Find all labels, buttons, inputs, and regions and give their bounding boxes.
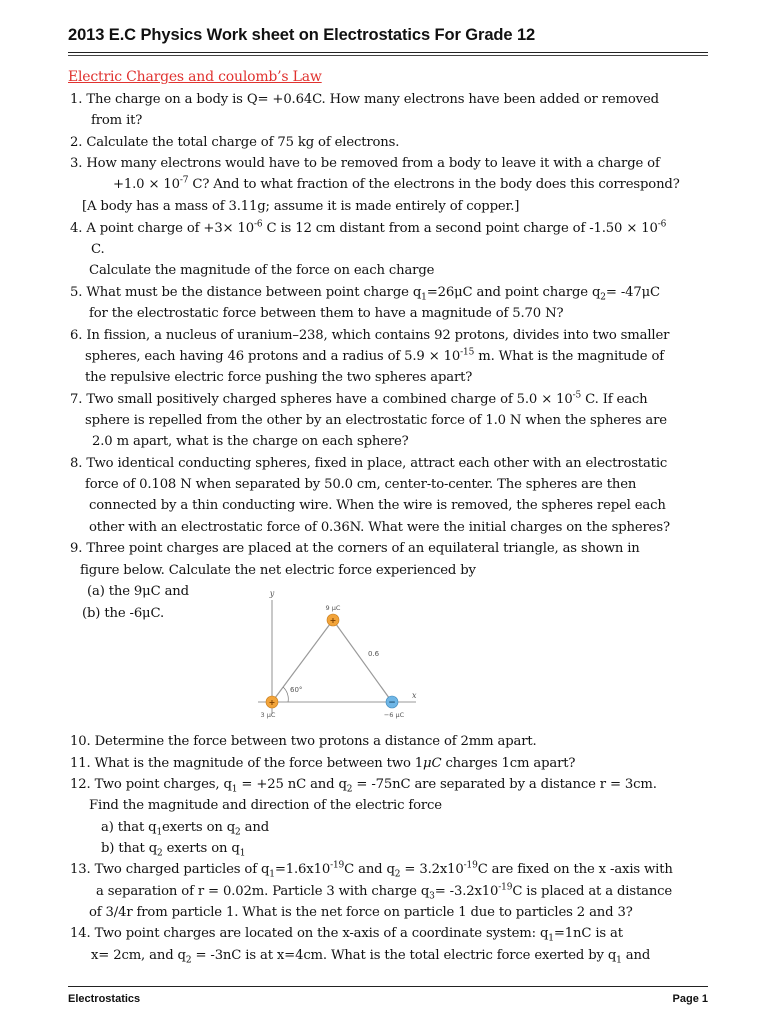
page-number: Page 1: [672, 993, 708, 1005]
header-rule-secondary: [68, 55, 708, 56]
question-7: 7. Two small positively charged spheres have a combined charge of $5.0 \times 10^{-5}$ C. If each: [70, 390, 648, 407]
question-12-part-a: a) that $q_1exerts$ on $q_2$ and: [101, 820, 270, 838]
question-1: 1. The charge on a body is Q= +0.64C. How many electrons have been added or removed: [70, 92, 659, 107]
x-axis-label: x: [412, 691, 417, 700]
question-12-cont: Find the magnitude and direction of the electric force: [89, 798, 442, 813]
triangle-side-right: [333, 620, 392, 702]
plus-sign-top: +: [329, 616, 337, 625]
angle-label: 60°: [290, 686, 303, 694]
header-rule: [68, 52, 708, 53]
question-4-cont: C.: [91, 242, 105, 257]
question-2: 2. Calculate the total charge of 75 kg of electrons.: [70, 135, 400, 150]
angle-arc: [283, 687, 288, 702]
question-13-cont: a separation of r = 0.02m. Particle 3 with charge $q_3= -3.2x10^{-19}C$ is placed at a distance: [96, 882, 673, 902]
plus-sign-left: +: [268, 698, 276, 707]
y-axis-label: y: [269, 590, 275, 598]
minus-sign-right: −: [388, 698, 396, 708]
question-8: 8. Two identical conducting spheres, fixed in place, attract each other with an electrostatic: [70, 456, 668, 471]
footer-chapter: Electrostatics: [68, 993, 141, 1005]
question-9: 9. Three point charges are placed at the corners of an equilateral triangle, as shown in: [70, 541, 640, 556]
side-length-label: 0.6: [368, 650, 380, 658]
question-9-part-b: (b) the -6μC.: [82, 606, 164, 621]
section-heading: Electric Charges and coulomb’s Law: [68, 69, 322, 85]
top-charge-label: 9 μC: [325, 604, 341, 612]
question-1-cont: from it?: [91, 113, 143, 128]
question-14-cont: x= 2cm, and $q_2 = -3nC$ is at x=4cm. What is the total electric force exerted by $q_1$ and: [91, 948, 651, 966]
question-4-task: Calculate the magnitude of the force on each charge: [89, 263, 435, 278]
triangle-side-left: [272, 620, 333, 702]
question-13: 13. Two charged particles of $q_1=1.6x10^{-19}C$ and $q_2 = 3.2x10^{-19}C$ are fixed on the x -axis with: [70, 860, 673, 880]
question-8-cont-3: other with an electrostatic force of 0.36N. What were the initial charges on the spheres?: [89, 520, 670, 535]
question-6-cont-2: the repulsive electric force pushing the two spheres apart?: [85, 370, 473, 385]
question-12: 12. Two point charges, $q_1 = +25$ nC and $q_2 = -75nC$ are separated by a distance r = 3cm.: [70, 777, 657, 795]
question-11: 11. What is the magnitude of the force between two 1μC charges 1cm apart?: [70, 756, 576, 771]
question-6-cont: spheres, each having 46 protons and a radius of $5.9 \times 10^{-15}$ m. What is the magnitude of: [85, 347, 665, 364]
question-8-cont: force of 0.108 N when separated by 50.0 cm, center-to-center. The spheres are then: [85, 477, 637, 492]
question-3-note: [A body has a mass of 3.11g; assume it is made entirely of copper.]: [82, 199, 520, 214]
question-14: 14. Two point charges are located on the x-axis of a coordinate system: $q_1=1nC$ is at: [70, 926, 623, 944]
charge-left: [261, 696, 278, 719]
question-5-cont: for the electrostatic force between them to have a magnitude of 5.70 N?: [89, 306, 564, 321]
question-6: 6. In fission, a nucleus of uranium–238, which contains 92 protons, divides into two smaller: [70, 328, 670, 343]
question-7-cont: sphere is repelled from the other by an electrostatic force of 1.0 N when the spheres are: [85, 413, 667, 428]
worksheet-title: 2013 E.C Physics Work sheet on Electrostatics For Grade 12: [68, 26, 536, 44]
question-10: 10. Determine the force between two protons a distance of 2mm apart.: [70, 734, 537, 749]
charge-triangle-figure: [248, 590, 428, 722]
question-3: 3. How many electrons would have to be removed from a body to leave it with a charge of: [70, 156, 660, 171]
charge-right: [384, 696, 405, 719]
footer-rule: [68, 986, 708, 987]
question-4: 4. A point charge of $+3\times 10^{-6}$ C is 12 cm distant from a second point charge of $-1.50 \times 10^{-6}$: [70, 219, 667, 236]
charge-top: [326, 604, 341, 626]
question-5: 5. What must be the distance between point charge $q_1=26\mu C$ and point charge $q_2= -47\mu C$: [70, 285, 660, 303]
question-7-cont-2: 2.0 m apart, what is the charge on each sphere?: [92, 434, 409, 449]
question-9-cont: figure below. Calculate the net electric force experienced by: [80, 563, 476, 578]
question-12-part-b: b) that $q_2$ exerts on $q_1$: [101, 841, 246, 859]
question-13-cont-2: of 3/4r from particle 1. What is the net force on particle 1 due to particles 2 and 3?: [89, 905, 633, 920]
left-charge-label: 3 μC: [260, 711, 276, 719]
right-charge-label: −6 μC: [383, 711, 405, 719]
question-8-cont-2: connected by a thin conducting wire. When the wire is removed, the spheres repel each: [89, 498, 666, 513]
question-9-part-a: (a) the 9μC and: [87, 584, 189, 599]
question-3-cont: $+1.0 \times 10^{-7}$ C? And to what fraction of the electrons in the body does this correspond?: [113, 175, 680, 192]
